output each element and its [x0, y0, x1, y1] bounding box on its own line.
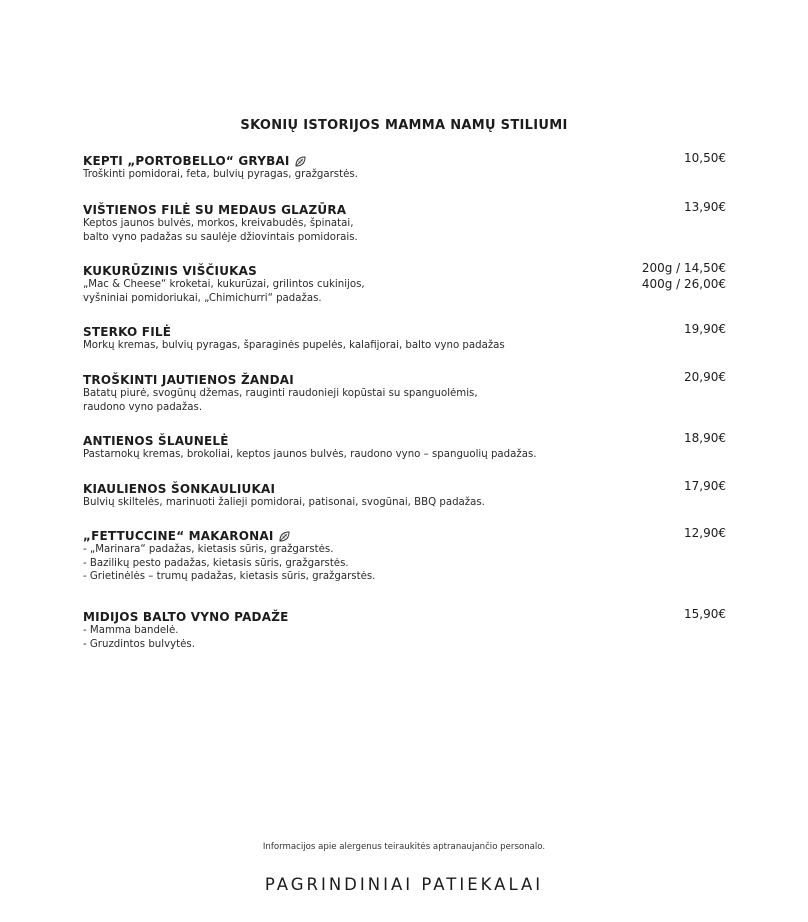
dish-description: vyšniniai pomidoriukai, „Chimichurri“ padažas.	[83, 292, 322, 304]
menu-heading: SKONIŲ ISTORIJOS MAMMA NAMŲ STILIUMI	[240, 118, 568, 133]
dish-name: TROŠKINTI JAUTIENOS ŽANDAI	[83, 373, 294, 387]
section-title: PAGRINDINIAI PATIEKALAI	[264, 875, 544, 894]
dish-description: Morkų kremas, bulvių pyragas, šparaginės pupelės, kalafijorai, balto vyno padažas	[83, 340, 505, 351]
dish-description: - Mamma bandelė.	[83, 625, 179, 636]
dish-description: balto vyno padažas su saulėje džiovintais pomidorais.	[83, 231, 358, 243]
dish-price: 10,50€	[684, 151, 726, 165]
dish-name: KUKURŪZINIS VIŠČIUKAS	[83, 264, 257, 278]
leaf-icon	[294, 155, 307, 168]
dish-price: 400g / 26,00€	[641, 277, 726, 291]
dish-name: VIŠTIENOS FILĖ SU MEDAUS GLAZŪRA	[83, 203, 347, 217]
dish-name: MIDIJOS BALTO VYNO PADAŽE	[83, 610, 289, 624]
menu-item	[83, 199, 726, 244]
menu-item	[83, 369, 726, 414]
dish-description: - Grietinėlės – trumų padažas, kietasis sūris, gražgarstės.	[83, 571, 376, 582]
dish-description: Troškinti pomidorai, feta, bulvių pyragas, gražgarstės.	[83, 169, 358, 180]
allergen-note: Informacijos apie alergenus teiraukitės aptranaujančio personalo.	[262, 842, 546, 852]
dish-price: 18,90€	[684, 431, 726, 445]
dish-price: 13,90€	[684, 200, 726, 214]
menu-item	[83, 260, 726, 305]
dish-description: - „Marinara“ padažas, kietasis sūris, gražgarstės.	[83, 544, 334, 555]
leaf-icon	[278, 530, 291, 543]
dish-description: raudono vyno padažas.	[83, 401, 203, 413]
dish-price: 15,90€	[684, 607, 726, 621]
dish-name: KIAULIENOS ŠONKAULIUKAI	[83, 482, 276, 496]
menu-item	[83, 606, 726, 651]
dish-price: 200g / 14,50€	[641, 261, 726, 275]
menu-item	[83, 525, 726, 584]
dish-name: ANTIENOS ŠLAUNELĖ	[83, 434, 229, 448]
dish-price: 17,90€	[684, 479, 726, 493]
dish-name: STERKO FILĖ	[83, 325, 172, 339]
menu-item	[83, 321, 726, 353]
menu-item	[83, 478, 726, 510]
dish-description: Bulvių skiltelės, marinuoti žalieji pomidorai, patisonai, svogūnai, BBQ padažas.	[83, 497, 485, 508]
menu-item	[83, 430, 726, 462]
dish-description: Keptos jaunos bulvės, morkos, kreivabudės, špinatai,	[83, 218, 354, 229]
dish-name: „FETTUCCINE“ MAKARONAI	[83, 529, 274, 543]
dish-name: KEPTI „PORTOBELLO“ GRYBAI	[83, 154, 290, 168]
dish-description: - Bazilikų pesto padažas, kietasis sūris, gražgarstės.	[83, 557, 349, 569]
dish-description: „Mac & Cheese“ kroketai, kukurūzai, grilintos cukinijos,	[83, 279, 365, 290]
dish-price: 20,90€	[684, 370, 726, 384]
dish-price: 12,90€	[684, 526, 726, 540]
dish-description: Pastarnokų kremas, brokoliai, keptos jaunos bulvės, raudono vyno – spanguolių padažas.	[83, 449, 537, 460]
dish-price: 19,90€	[684, 322, 726, 336]
dish-description: - Gruzdintos bulvytės.	[83, 638, 195, 650]
dish-description: Batatų piurė, svogūnų džemas, rauginti raudonieji kopūstai su spanguolėmis,	[83, 388, 478, 399]
menu-item	[83, 150, 726, 182]
